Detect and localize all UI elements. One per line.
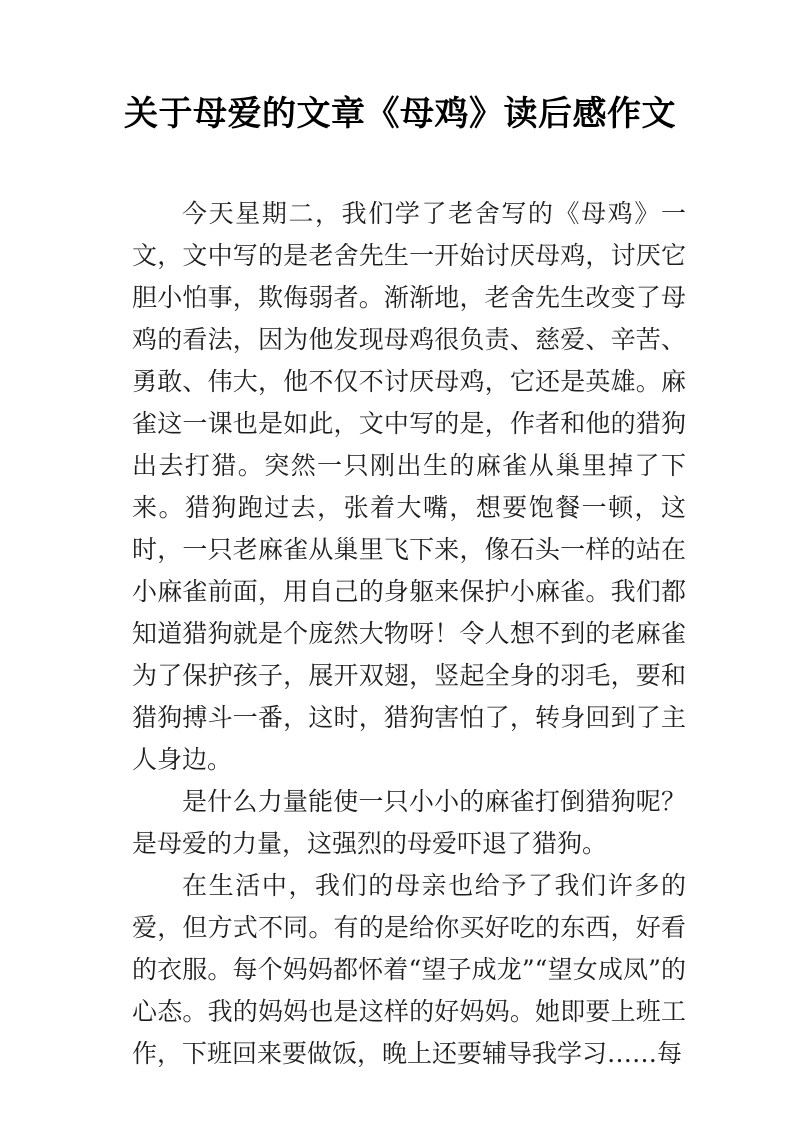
paragraph-1: 今天星期二，我们学了老舍写的《母鸡》一文，文中写的是老舍先生一开始讨厌母鸡，讨厌它胆小怕事，欺侮弱者。渐渐地，老舍先生改变了母鸡的看法，因为他发现母鸡很负责、慈爱、辛苦、勇敢、伟大，他不仅不讨厌母鸡，它还是英雄。麻雀这一课也是如此，文中写的是，作者和他的猎狗出去打猎。突然一只刚出生的麻雀从巢里掉了下来。猎狗跑过去，张着大嘴，想要饱餐一顿，这时，一只老麻雀从巢里飞下来，像石头一样的站在小麻雀前面，用自己的身躯来保护小麻雀。我们都知道猎狗就是个庞然大物呀！令人想不到的老麻雀为了保护孩子，展开双翅，竖起全身的羽毛，要和猎狗搏斗一番，这时，猎狗害怕了，转身回到了主人身边。 (132, 199, 686, 774)
essay-body (0, 193, 800, 1075)
page-title: 关于母爱的文章《母鸡》读后感作文 (124, 94, 676, 134)
paragraph-2: 是什么力量能使一只小小的麻雀打倒猎狗呢？是母爱的力量，这强烈的母爱吓退了猎狗。 (132, 787, 686, 858)
paragraph-3: 在生活中，我们的母亲也给予了我们许多的爱，但方式不同。有的是给你买好吃的东西，好看的衣服。每个妈妈都怀着“望子成龙”“望女成凤”的心态。我的妈妈也是这样的好妈妈。她即要上班工作，下班回来要做饭，晚上还要辅导我学习……每 (132, 871, 686, 1068)
